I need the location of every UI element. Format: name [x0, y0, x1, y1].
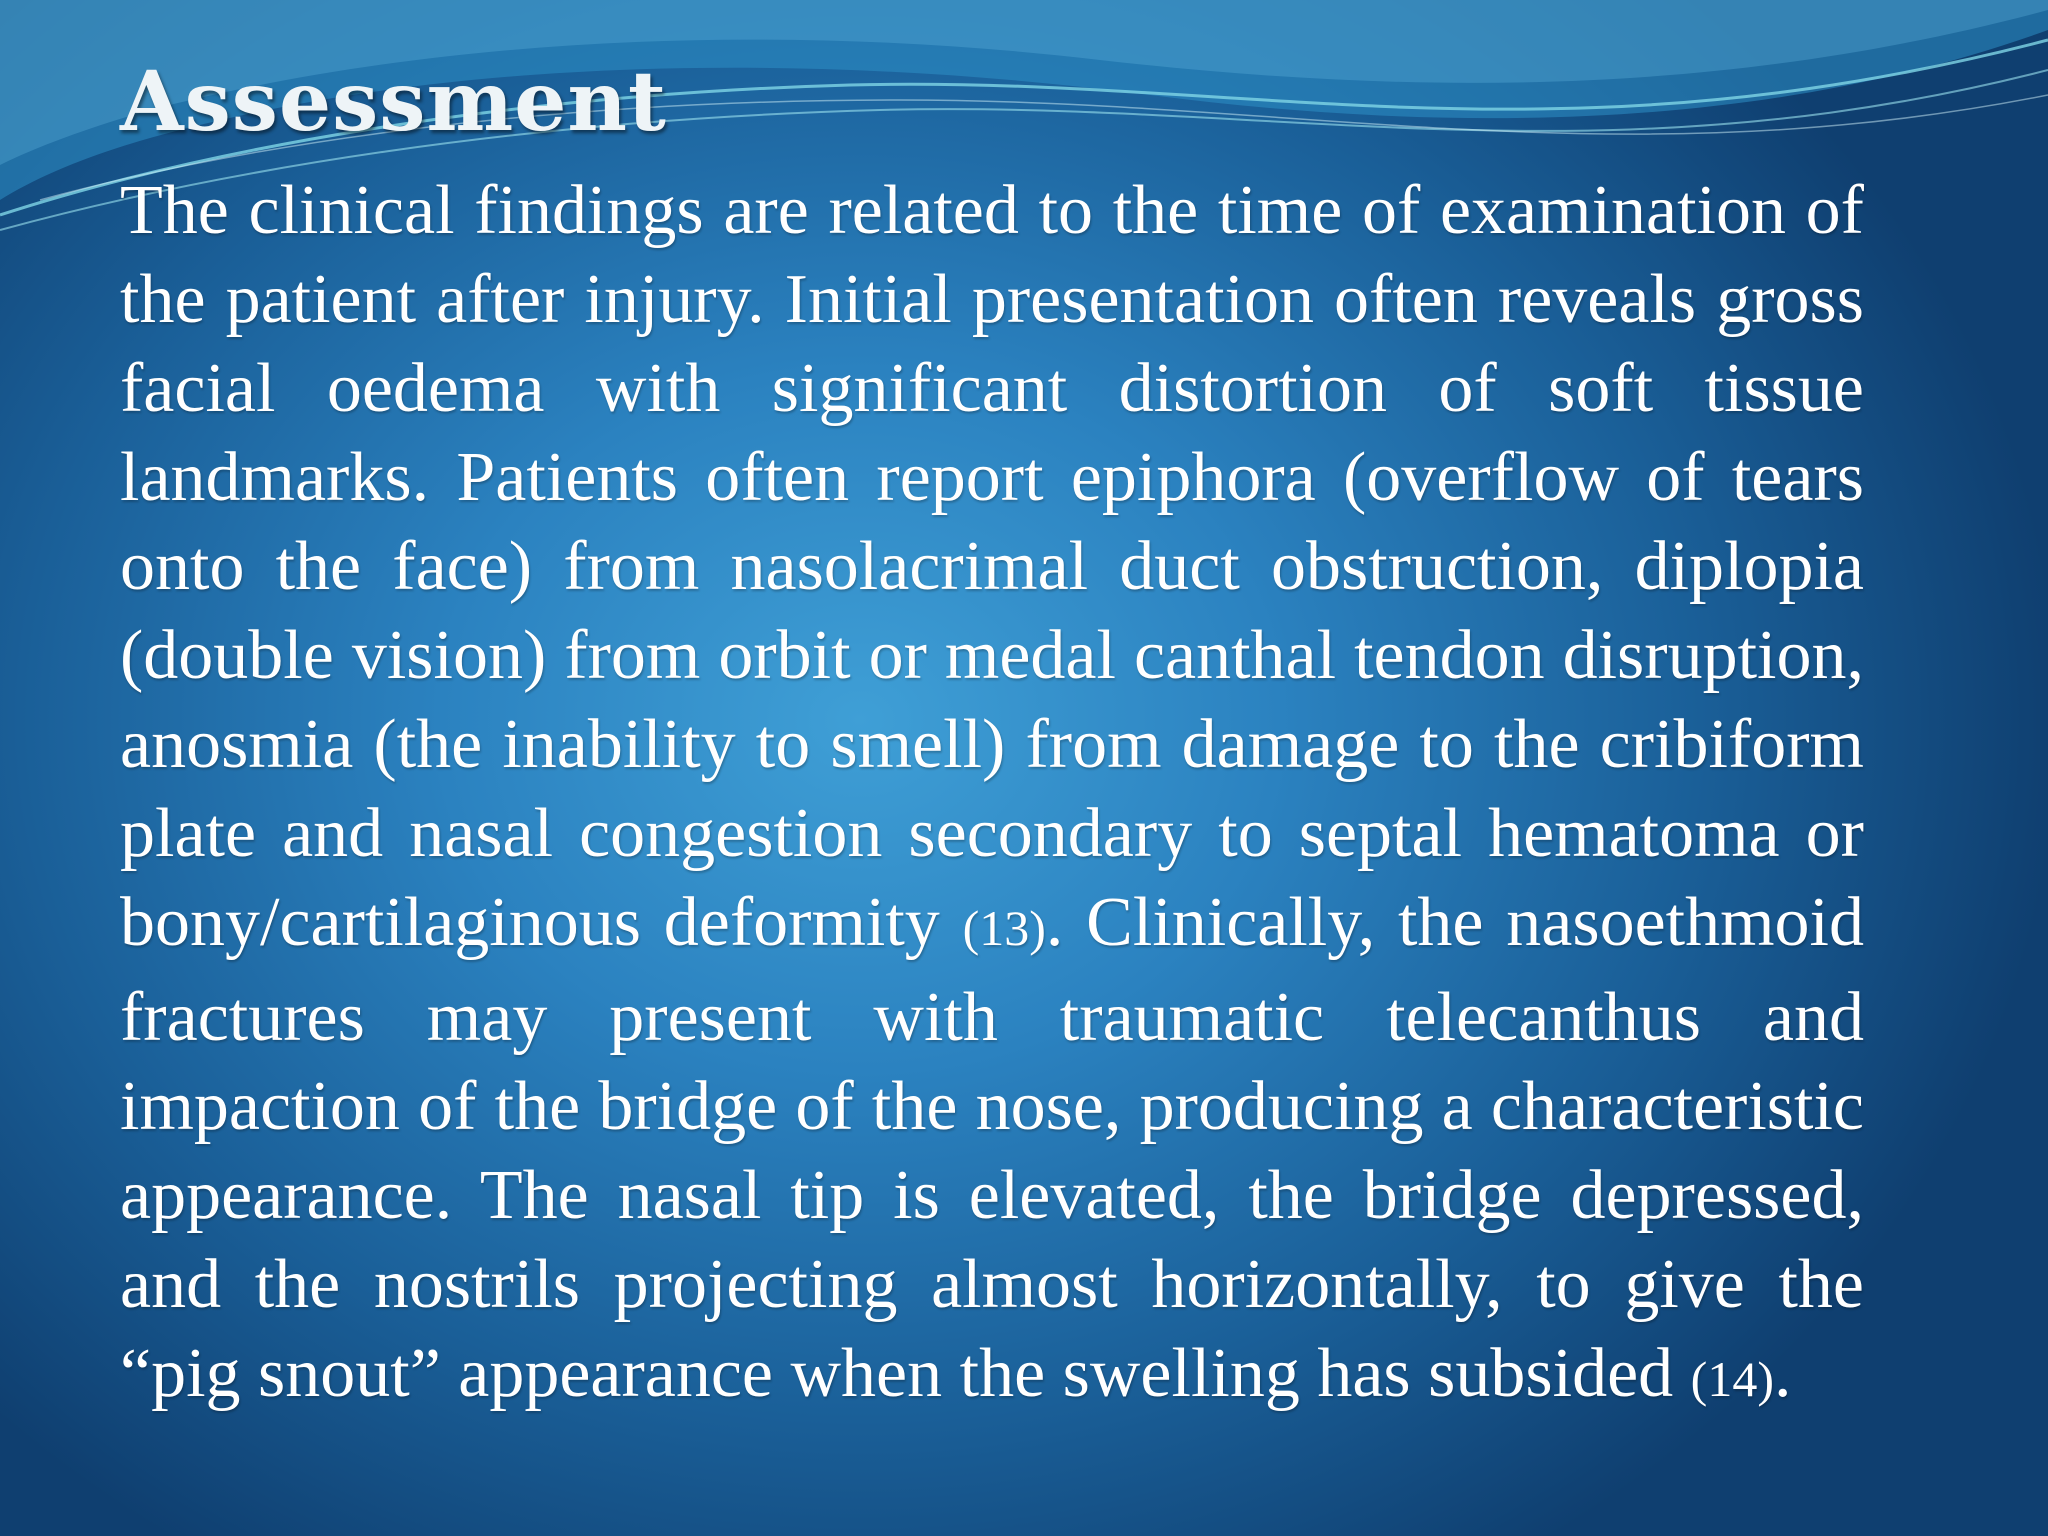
body-text-part-3: .: [1773, 1335, 1792, 1412]
body-paragraph: [120, 166, 1864, 1424]
slide-title: Assessment: [120, 54, 667, 150]
body-text-part-1: The clinical findings are related to the time of examination of the patient after injury. Initial presentation often reveals gross facial oedema with significant distortion of soft tissue landmarks. Patients often report epiphora (overflow of tears onto the face) from nasolacrimal duct obstruction, diplopia (double vision) from orbit or medal canthal tendon disruption, anosmia (the inability to smell) from damage to the cribiform plate and nasal congestion secondary to septal hematoma or bony/cartilaginous deformity: [120, 172, 1864, 961]
citation-14: (14): [1690, 1351, 1774, 1407]
citation-13: (13): [962, 900, 1046, 956]
body-text-part-2: . Clinically, the nasoethmoid fractures may present with traumatic telecanthus and impaction of the bridge of the nose, producing a characteristic appearance. The nasal tip is elevated, the bridge depressed, and the nostrils projecting almost horizontally, to give the “pig snout” appearance when the swelling has subsided: [120, 884, 1864, 1412]
